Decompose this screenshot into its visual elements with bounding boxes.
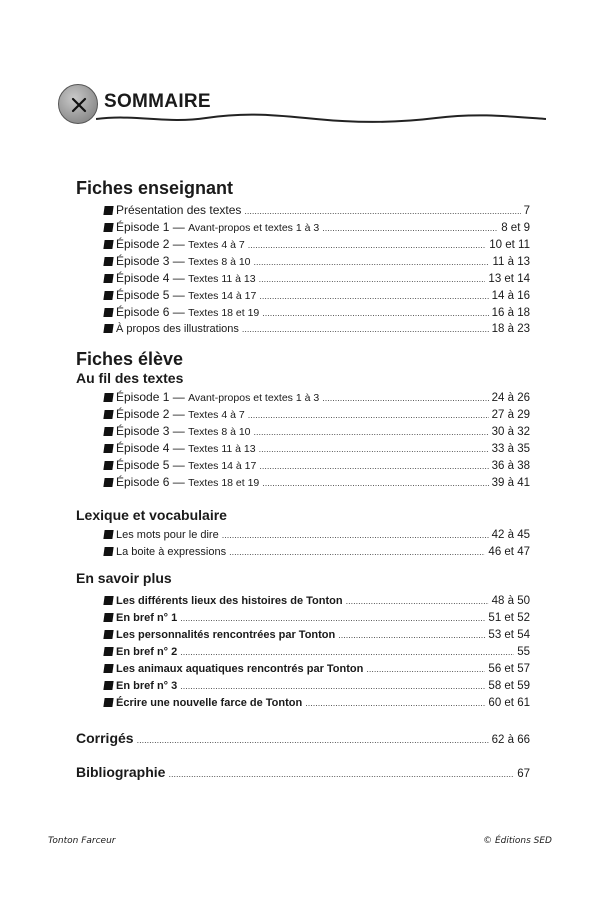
dot-leader	[248, 407, 489, 424]
toc-pages: 53 et 54	[488, 629, 530, 641]
bullet-icon	[103, 291, 113, 300]
toc-label: Épisode 1 —	[116, 220, 185, 234]
toc-label: Bibliographie	[76, 764, 166, 780]
bullet-icon	[103, 664, 113, 673]
toc-pages: 51 et 52	[488, 612, 530, 624]
toc-row[interactable]	[104, 287, 530, 304]
toc-sublabel: Textes 14 à 17	[188, 460, 257, 472]
toc-row[interactable]	[104, 474, 530, 491]
toc-label: Épisode 1 —	[116, 390, 185, 404]
dot-leader	[259, 288, 488, 305]
dot-leader	[180, 610, 485, 627]
toc-label: La boite à expressions	[116, 546, 227, 558]
dot-leader	[244, 203, 520, 220]
toc-label: Épisode 2 —	[116, 407, 185, 421]
header-badge	[58, 84, 98, 124]
dot-leader	[262, 475, 488, 492]
toc-pages: 60 et 61	[488, 697, 530, 709]
bullet-icon	[103, 427, 113, 436]
dot-leader	[229, 544, 485, 561]
bullet-icon	[103, 478, 113, 487]
toc-row[interactable]	[104, 270, 530, 287]
dot-leader	[259, 271, 486, 288]
toc-label: Les animaux aquatiques rencontrés par Tonton	[116, 663, 364, 675]
toc-row[interactable]	[104, 644, 530, 661]
dot-leader	[346, 593, 489, 610]
toc-pages: 36 à 38	[491, 460, 530, 472]
toc-pages: 16 à 18	[491, 307, 530, 319]
toc-sublabel: Textes 4 à 7	[188, 239, 245, 251]
dot-leader	[254, 424, 489, 441]
toc-row[interactable]	[104, 610, 530, 627]
dot-leader	[242, 321, 489, 338]
toc-row[interactable]	[104, 527, 530, 544]
bullet-icon	[103, 257, 113, 266]
toc-row[interactable]	[104, 544, 530, 561]
toc-sublabel: Textes 18 et 19	[188, 477, 260, 489]
toc-sublabel: Avant-propos et textes 1 à 3	[188, 392, 320, 404]
bullet-icon	[103, 240, 113, 249]
toc-row[interactable]	[104, 695, 530, 712]
toc-pages: 18 à 23	[491, 323, 530, 335]
toc-pages: 33 à 35	[491, 443, 530, 455]
toc-sublabel: Avant-propos et textes 1 à 3	[188, 222, 320, 234]
bullet-icon	[103, 324, 113, 333]
page-title: SOMMAIRE	[104, 91, 211, 112]
toc-pages: 24 à 26	[491, 392, 530, 404]
footer-left: Tonton Farceur	[48, 836, 116, 846]
dot-leader	[180, 644, 514, 661]
toc-pages: 39 à 41	[491, 477, 530, 489]
bullet-icon	[103, 681, 113, 690]
toc-pages: 55	[517, 646, 530, 658]
dot-leader	[338, 627, 485, 644]
bullet-icon	[103, 461, 113, 470]
cross-icon	[71, 97, 87, 113]
toc-row-bibliographie[interactable]	[76, 764, 530, 784]
dot-leader	[222, 527, 489, 544]
bullet-icon	[103, 698, 113, 707]
toc-sublabel: Textes 8 à 10	[188, 426, 251, 438]
toc-label: Épisode 2 —	[116, 237, 185, 251]
toc-row[interactable]	[104, 253, 530, 270]
toc-row[interactable]	[104, 627, 530, 644]
toc-sublabel: Textes 18 et 19	[188, 307, 260, 319]
toc-row[interactable]	[104, 593, 530, 610]
toc-label: En bref n° 1	[116, 612, 178, 624]
toc-label: En bref n° 2	[116, 646, 178, 658]
toc-pages: 46 et 47	[488, 546, 530, 558]
toc-sublabel: Textes 8 à 10	[188, 256, 251, 268]
bullet-icon	[103, 596, 113, 605]
section-heading-enseignant: Fiches enseignant	[76, 178, 234, 198]
section-heading-eleve: Fiches élève	[76, 349, 184, 369]
toc-label: Épisode 4 —	[116, 441, 185, 455]
toc-row[interactable]	[104, 219, 530, 236]
subsection-heading-lexique: Lexique et vocabulaire	[76, 507, 227, 523]
dot-leader	[137, 735, 489, 745]
toc-label: Épisode 5 —	[116, 458, 185, 472]
toc-label: Épisode 6 —	[116, 475, 185, 489]
toc-label: Épisode 5 —	[116, 288, 185, 302]
toc-label: Les mots pour le dire	[116, 529, 219, 541]
toc-pages: 10 et 11	[489, 239, 530, 251]
toc-label: En bref n° 3	[116, 680, 178, 692]
dot-leader	[180, 678, 485, 695]
toc-row[interactable]	[104, 661, 530, 678]
toc-row[interactable]	[104, 457, 530, 474]
toc-label: Épisode 3 —	[116, 254, 185, 268]
toc-pages: 27 à 29	[491, 409, 530, 421]
dot-leader	[322, 390, 488, 407]
toc-pages: 58 et 59	[488, 680, 530, 692]
toc-label: À propos des illustrations	[116, 323, 239, 335]
bullet-icon	[103, 206, 113, 215]
dot-leader	[248, 237, 487, 254]
toc-pages: 48 à 50	[491, 595, 530, 607]
toc-pages: 8 et 9	[501, 222, 530, 234]
subsection-heading-savoir: En savoir plus	[76, 570, 172, 586]
bullet-icon	[103, 308, 113, 317]
toc-pages: 56 et 57	[488, 663, 530, 675]
bullet-icon	[103, 274, 113, 283]
dot-leader	[254, 254, 490, 271]
bullet-icon	[103, 410, 113, 419]
toc-sublabel: Textes 11 à 13	[188, 273, 256, 285]
toc-pages: 13 et 14	[488, 273, 530, 285]
subsection-heading-fil: Au fil des textes	[76, 370, 184, 386]
dot-leader	[168, 769, 514, 779]
toc-row[interactable]	[104, 321, 530, 338]
dot-leader	[262, 305, 488, 322]
toc-sublabel: Textes 11 à 13	[188, 443, 256, 455]
dot-leader	[322, 220, 498, 237]
toc-label: Écrire une nouvelle farce de Tonton	[116, 697, 303, 709]
toc-label: Épisode 4 —	[116, 271, 185, 285]
toc-row[interactable]	[104, 389, 530, 406]
toc-pages: 11 à 13	[492, 256, 530, 268]
toc-pages: 62 à 66	[491, 734, 530, 746]
toc-row[interactable]	[104, 423, 530, 440]
title-underline	[96, 110, 546, 126]
dot-leader	[259, 458, 488, 475]
header	[0, 0, 600, 140]
toc-row[interactable]	[104, 304, 530, 321]
bullet-icon	[103, 613, 113, 622]
toc-label: Les personnalités rencontrées par Tonton	[116, 629, 336, 641]
toc-row[interactable]	[104, 202, 530, 219]
toc-pages: 7	[523, 205, 530, 217]
toc-pages: 14 à 16	[491, 290, 530, 302]
toc-sublabel: Textes 14 à 17	[188, 290, 257, 302]
toc-pages: 42 à 45	[491, 529, 530, 541]
toc-sublabel: Textes 4 à 7	[188, 409, 245, 421]
bullet-icon	[103, 547, 113, 556]
bullet-icon	[103, 647, 113, 656]
toc-row[interactable]	[104, 236, 530, 253]
toc-label: Épisode 6 —	[116, 305, 185, 319]
toc-row[interactable]	[104, 678, 530, 695]
bullet-icon	[103, 530, 113, 539]
toc-label: Corrigés	[76, 730, 134, 746]
bullet-icon	[103, 630, 113, 639]
toc-label: Les différents lieux des histoires de Tonton	[116, 595, 343, 607]
dot-leader	[259, 441, 489, 458]
toc-pages: 30 à 32	[491, 426, 530, 438]
toc-label: Épisode 3 —	[116, 424, 185, 438]
dot-leader	[305, 695, 485, 712]
bullet-icon	[103, 393, 113, 402]
bullet-icon	[103, 223, 113, 232]
toc-row[interactable]	[104, 440, 530, 457]
toc-pages: 67	[517, 768, 530, 780]
bullet-icon	[103, 444, 113, 453]
toc-label: Présentation des textes	[116, 203, 242, 217]
toc-row-corriges[interactable]	[76, 730, 530, 750]
footer-right: © Éditions SED	[483, 836, 552, 846]
dot-leader	[366, 661, 485, 678]
toc-row[interactable]	[104, 406, 530, 423]
